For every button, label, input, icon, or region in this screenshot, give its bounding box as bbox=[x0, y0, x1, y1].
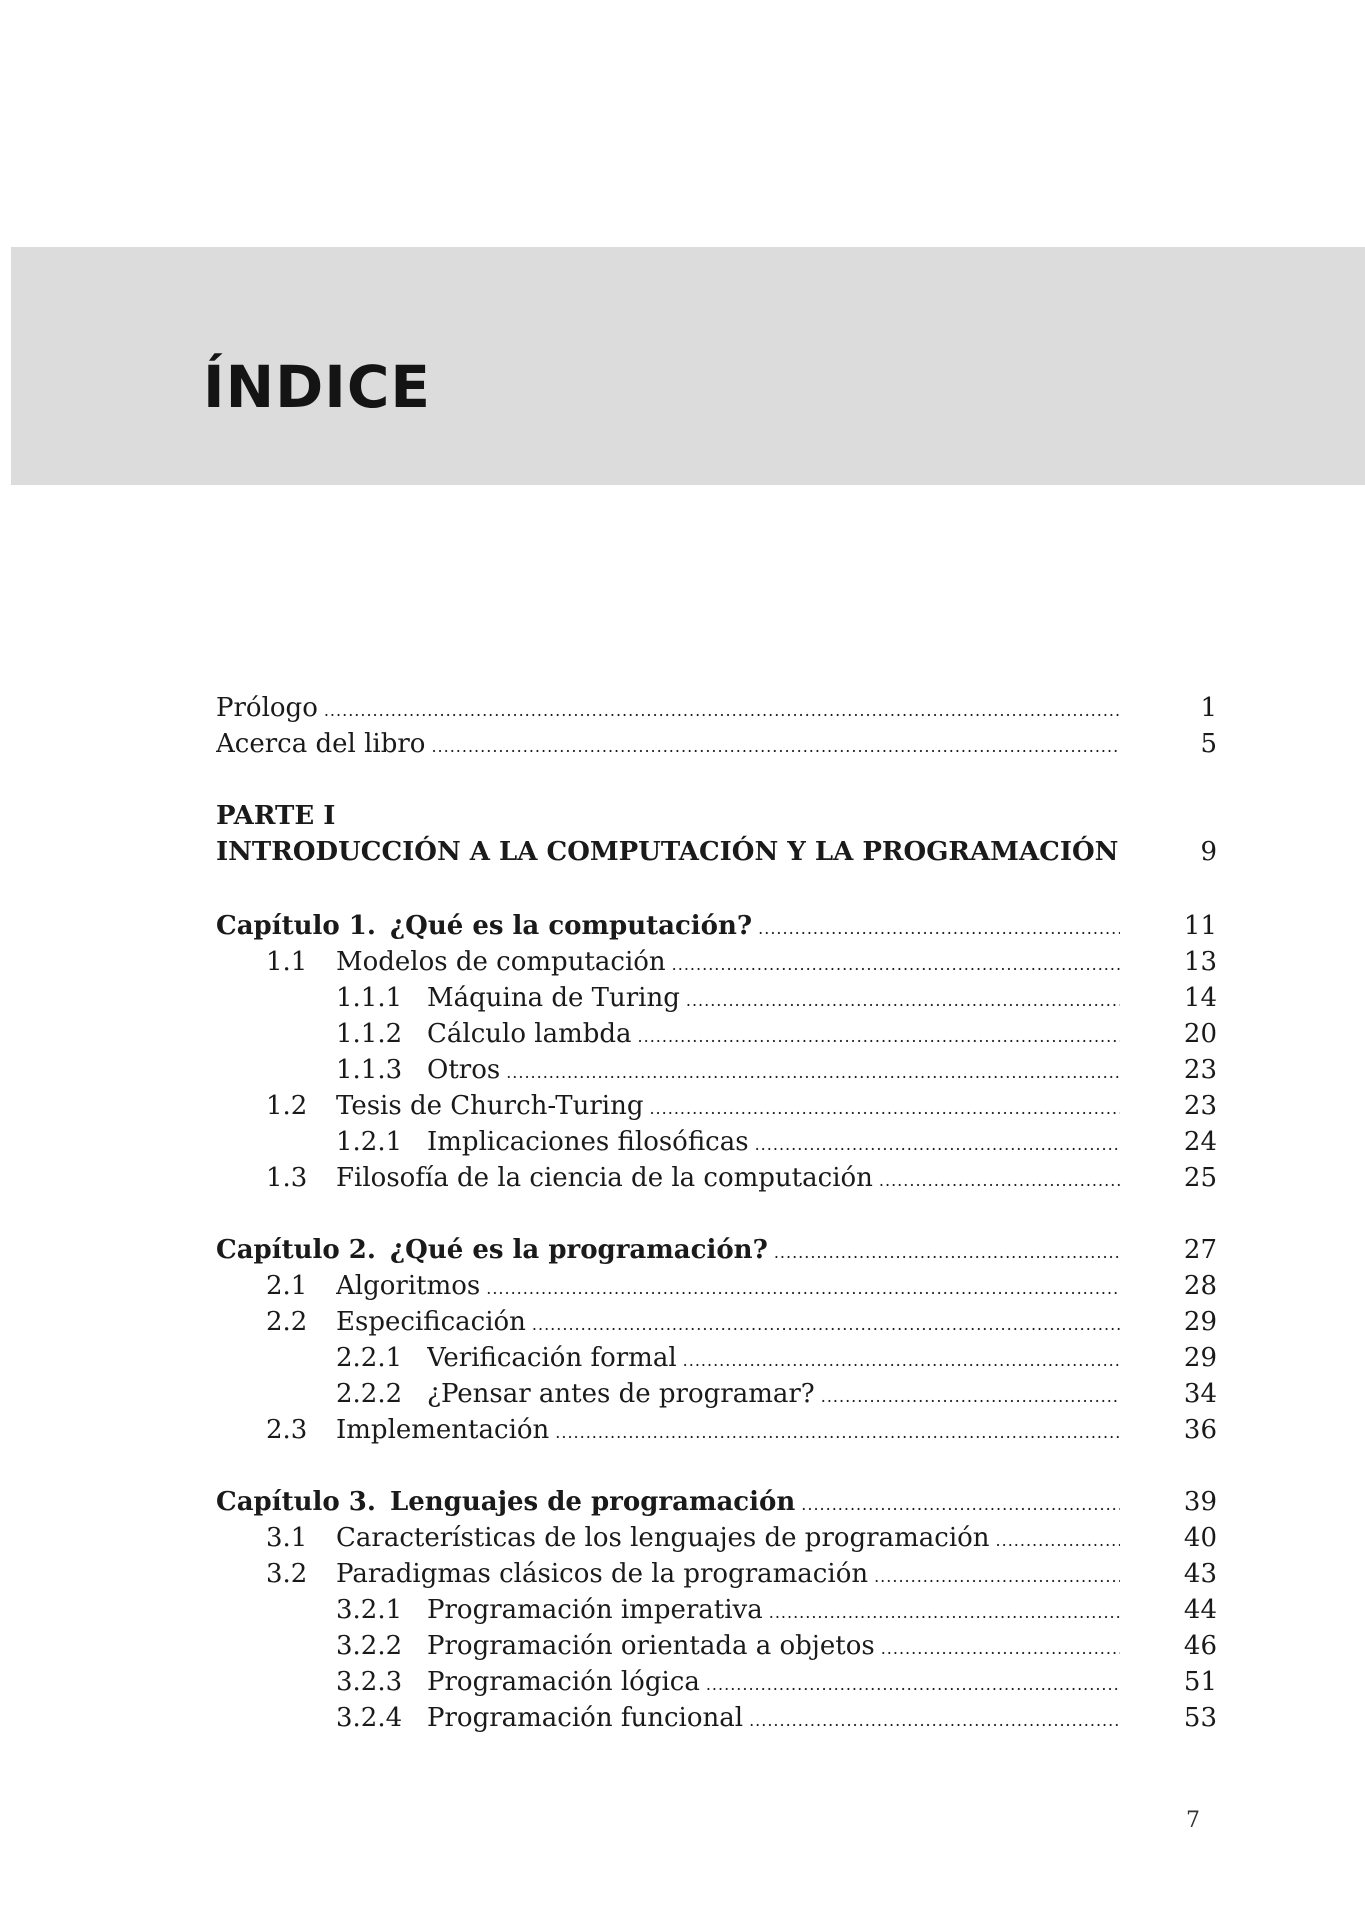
section-number: 3.1 bbox=[266, 1523, 308, 1553]
chapter-number: Capítulo 3. bbox=[216, 1487, 376, 1517]
toc-entry-3-2[interactable] bbox=[216, 1556, 1217, 1592]
toc-entry-page: 5 bbox=[1200, 729, 1217, 759]
toc-entry-label: Cálculo lambda bbox=[427, 1019, 632, 1049]
dot-leader bbox=[532, 1307, 1120, 1343]
toc-entry-label: Prólogo bbox=[216, 693, 318, 723]
toc-entry-label: Programación funcional bbox=[427, 1703, 744, 1733]
toc-entry-page: 44 bbox=[1183, 1595, 1217, 1625]
toc-entry-1-3[interactable] bbox=[216, 1160, 1217, 1196]
dot-leader bbox=[686, 983, 1120, 1019]
toc-entry-page: 1 bbox=[1200, 693, 1217, 723]
section-number: 1.3 bbox=[266, 1163, 308, 1193]
toc-entry-label: Otros bbox=[427, 1055, 501, 1085]
part-heading: PARTE I bbox=[216, 801, 336, 831]
section-number: 2.3 bbox=[266, 1415, 308, 1445]
dot-leader bbox=[758, 911, 1120, 947]
toc-entry-label: Acerca del libro bbox=[216, 729, 426, 759]
dot-leader bbox=[649, 1091, 1120, 1127]
toc-entry-label: Verificación formal bbox=[427, 1343, 677, 1373]
dot-leader bbox=[638, 1019, 1120, 1055]
dot-leader bbox=[879, 1163, 1120, 1199]
toc-entry-label: Máquina de Turing bbox=[427, 983, 680, 1013]
section-number: 1.1.1 bbox=[336, 983, 403, 1013]
toc-entry-acerca-del-libro[interactable] bbox=[216, 726, 1217, 762]
toc-entry-page: 29 bbox=[1183, 1307, 1217, 1337]
toc-entry-page: 13 bbox=[1183, 947, 1217, 977]
chapter-title: Lenguajes de programación bbox=[389, 1487, 796, 1517]
section-number: 1.2 bbox=[266, 1091, 308, 1121]
dot-leader bbox=[881, 1631, 1120, 1667]
toc-entry-label: Implicaciones filosóficas bbox=[427, 1127, 749, 1157]
toc-entry-1-1-3[interactable] bbox=[216, 1052, 1217, 1088]
toc-entry-2-2-2[interactable] bbox=[216, 1376, 1217, 1412]
toc-chapter-1[interactable] bbox=[216, 908, 1217, 944]
toc-chapter-3[interactable] bbox=[216, 1484, 1217, 1520]
dot-leader bbox=[555, 1415, 1120, 1451]
chapter-number: Capítulo 1. bbox=[216, 911, 376, 941]
page-number: 7 bbox=[1186, 1808, 1200, 1833]
toc-entry-1-1[interactable] bbox=[216, 944, 1217, 980]
chapter-title: ¿Qué es la computación? bbox=[389, 911, 753, 941]
toc-entry-label: Algoritmos bbox=[336, 1271, 481, 1301]
dot-leader bbox=[506, 1055, 1120, 1091]
toc-entry-page: 23 bbox=[1183, 1055, 1217, 1085]
section-number: 3.2.3 bbox=[336, 1667, 403, 1697]
section-number: 1.1.3 bbox=[336, 1055, 403, 1085]
toc-entry-label: Programación imperativa bbox=[427, 1595, 763, 1625]
dot-leader bbox=[874, 1559, 1120, 1595]
toc-entry-label: Filosofía de la ciencia de la computación bbox=[336, 1163, 873, 1193]
toc-entry-page: 51 bbox=[1183, 1667, 1217, 1697]
toc-entry-3-2-4[interactable] bbox=[216, 1700, 1217, 1736]
toc-entry-page: 23 bbox=[1183, 1091, 1217, 1121]
part-title: INTRODUCCIÓN A LA COMPUTACIÓN Y LA PROGRAMACIÓN bbox=[216, 837, 1119, 867]
toc-entry-label: Especificación bbox=[336, 1307, 526, 1337]
toc-entry-2-3[interactable] bbox=[216, 1412, 1217, 1448]
toc-entry-3-1[interactable] bbox=[216, 1520, 1217, 1556]
toc-entry-label: ¿Pensar antes de programar? bbox=[427, 1379, 815, 1409]
toc-entry-page: 24 bbox=[1183, 1127, 1217, 1157]
dot-leader bbox=[774, 1235, 1120, 1271]
section-number: 2.2.2 bbox=[336, 1379, 403, 1409]
toc-entry-3-2-2[interactable] bbox=[216, 1628, 1217, 1664]
toc-entry-page: 43 bbox=[1183, 1559, 1217, 1589]
toc-entry-page: 53 bbox=[1183, 1703, 1217, 1733]
dot-leader bbox=[821, 1379, 1120, 1415]
dot-leader bbox=[749, 1703, 1120, 1739]
chapter-number: Capítulo 2. bbox=[216, 1235, 376, 1265]
toc-entry-page: 34 bbox=[1183, 1379, 1217, 1409]
section-number: 1.2.1 bbox=[336, 1127, 403, 1157]
section-number: 2.2.1 bbox=[336, 1343, 403, 1373]
dot-leader bbox=[996, 1523, 1120, 1559]
toc-entry-part-1[interactable] bbox=[216, 834, 1217, 870]
section-number: 3.2 bbox=[266, 1559, 308, 1589]
dot-leader bbox=[706, 1667, 1120, 1703]
dot-leader bbox=[672, 947, 1120, 983]
toc-entry-label: Programación orientada a objetos bbox=[427, 1631, 875, 1661]
toc-entry-page: 46 bbox=[1183, 1631, 1217, 1661]
toc-entry-label: Modelos de computación bbox=[336, 947, 666, 977]
toc-entry-page: 40 bbox=[1183, 1523, 1217, 1553]
toc-entry-page: 14 bbox=[1183, 983, 1217, 1013]
section-number: 2.2 bbox=[266, 1307, 308, 1337]
dot-leader bbox=[431, 729, 1120, 765]
toc-chapter-2[interactable] bbox=[216, 1232, 1217, 1268]
toc-entry-prologo[interactable] bbox=[216, 690, 1217, 726]
toc-entry-2-1[interactable] bbox=[216, 1268, 1217, 1304]
toc-entry-1-1-1[interactable] bbox=[216, 980, 1217, 1016]
toc-entry-label: Características de los lenguajes de programación bbox=[336, 1523, 990, 1553]
page-title: ÍNDICE bbox=[203, 353, 432, 421]
toc-entry-page: 28 bbox=[1183, 1271, 1217, 1301]
toc-entry-page: 36 bbox=[1183, 1415, 1217, 1445]
section-number: 1.1 bbox=[266, 947, 308, 977]
chapter-title: ¿Qué es la programación? bbox=[389, 1235, 768, 1265]
section-number: 3.2.1 bbox=[336, 1595, 403, 1625]
toc-entry-1-2-1[interactable] bbox=[216, 1124, 1217, 1160]
toc-entry-page: 9 bbox=[1200, 837, 1217, 867]
toc-entry-1-2[interactable] bbox=[216, 1088, 1217, 1124]
toc-entry-3-2-1[interactable] bbox=[216, 1592, 1217, 1628]
toc-entry-label: Tesis de Church-Turing bbox=[336, 1091, 644, 1121]
section-number: 1.1.2 bbox=[336, 1019, 403, 1049]
toc-entry-page: 25 bbox=[1183, 1163, 1217, 1193]
section-number: 3.2.4 bbox=[336, 1703, 403, 1733]
toc-entry-3-2-3[interactable] bbox=[216, 1664, 1217, 1700]
toc-entry-page: 27 bbox=[1183, 1235, 1217, 1265]
dot-leader bbox=[486, 1271, 1120, 1307]
toc-entry-page: 11 bbox=[1183, 911, 1217, 941]
toc-entry-page: 20 bbox=[1183, 1019, 1217, 1049]
toc-entry-label: Programación lógica bbox=[427, 1667, 700, 1697]
dot-leader bbox=[755, 1127, 1120, 1163]
section-number: 3.2.2 bbox=[336, 1631, 403, 1661]
toc-entry-1-1-2[interactable] bbox=[216, 1016, 1217, 1052]
toc-entry-label: Implementación bbox=[336, 1415, 550, 1445]
toc-entry-2-2[interactable] bbox=[216, 1304, 1217, 1340]
toc-entry-label: Paradigmas clásicos de la programación bbox=[336, 1559, 869, 1589]
dot-leader bbox=[683, 1343, 1120, 1379]
dot-leader bbox=[769, 1595, 1120, 1631]
dot-leader bbox=[801, 1487, 1120, 1523]
toc-entry-2-2-1[interactable] bbox=[216, 1340, 1217, 1376]
dot-leader bbox=[324, 693, 1120, 729]
toc-entry-page: 39 bbox=[1183, 1487, 1217, 1517]
toc-entry-page: 29 bbox=[1183, 1343, 1217, 1373]
section-number: 2.1 bbox=[266, 1271, 308, 1301]
